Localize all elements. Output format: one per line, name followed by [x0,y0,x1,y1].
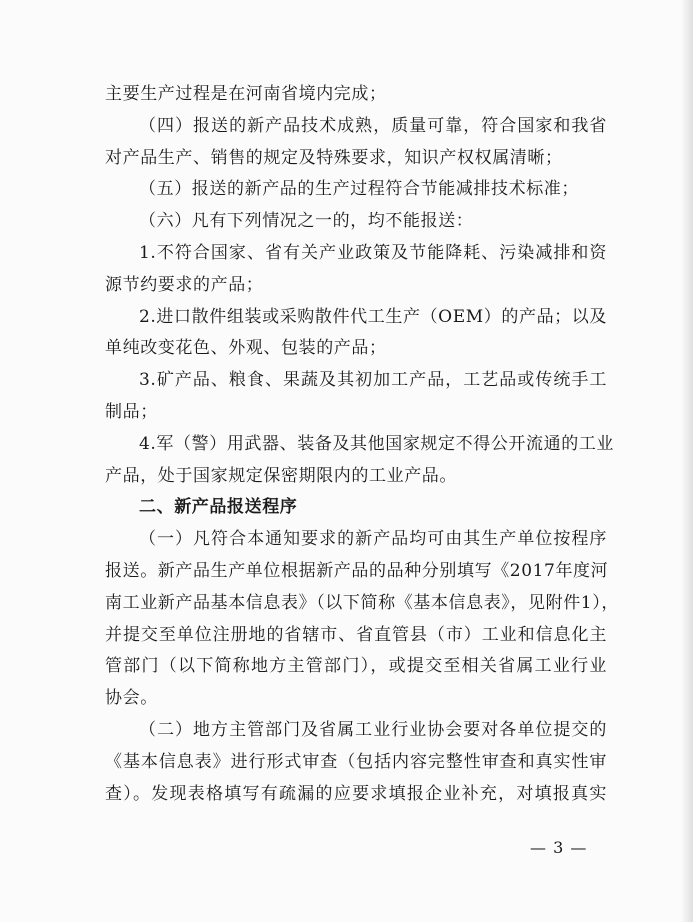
text-line: 产品，处于国家规定保密期限内的工业产品。 [105,465,457,486]
document-body [105,79,619,810]
text-line: （二）地方主管部门及省属工业行业协会要对各单位提交的 [139,719,607,740]
page-edge-shadow [681,0,693,922]
text-line: （四）报送的新产品技术成熟，质量可靠，符合国家和我省 [139,115,607,136]
text-line: 源节约要求的产品； [105,274,264,295]
text-line: 单纯改变花色、外观、包装的产品； [105,338,387,359]
text-line: 报送。新产品生产单位根据新产品的品种分别填写《2017年度河 [105,560,609,581]
text-line: 对产品生产、销售的规定及特殊要求，知识产权权属清晰； [105,147,563,168]
page-number: — 3 — [530,838,588,857]
text-line: 3.矿产品、粮食、果蔬及其初加工产品，工艺品或传统手工 [139,370,607,391]
text-line: 4.军（警）用武器、装备及其他国家规定不得公开流通的工业 [139,433,615,454]
text-line: 并提交至单位注册地的省辖市、省直管县（市）工业和信息化主 [105,624,607,645]
text-line: 查）。发现表格填写有疏漏的应要求填报企业补充，对填报真实 [105,783,607,804]
text-line: （六）凡有下列情况之一的，均不能报送： [139,211,474,232]
text-line: 管部门（以下简称地方主管部门），或提交至相关省属工业行业 [105,656,607,677]
text-line: 南工业新产品基本信息表》（以下简称《基本信息表》，见附件1）， [105,592,619,613]
text-line: （一）凡符合本通知要求的新产品均可由其生产单位按程序 [139,529,607,550]
text-line: 1.不符合国家、省有关产业政策及节能降耗、污染减排和资 [139,242,607,263]
text-line: 2.进口散件组装或采购散件代工生产（OEM）的产品；以及 [139,306,607,327]
text-line: （五）报送的新产品的生产过程符合节能减排技术标准； [139,179,579,200]
section-heading: 二、新产品报送程序 [139,497,298,518]
text-line: 协会。 [105,688,158,709]
text-line: 制品； [105,401,158,422]
text-line: 《基本信息表》进行形式审查（包括内容完整性审查和真实性审 [105,751,607,772]
text-line: 主要生产过程是在河南省境内完成； [105,84,387,104]
